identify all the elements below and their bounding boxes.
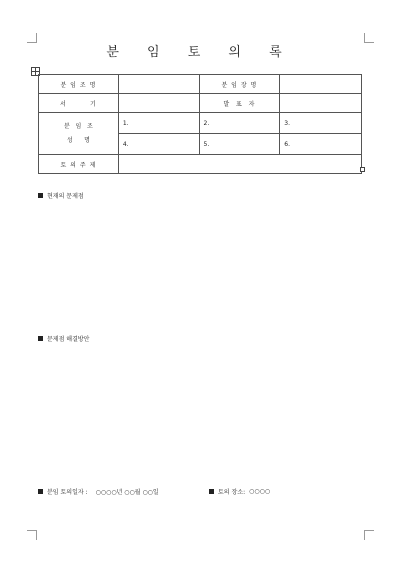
square-bullet-icon bbox=[38, 193, 43, 198]
secretary-cell[interactable] bbox=[118, 94, 199, 113]
members-label bbox=[39, 113, 119, 155]
section-solutions-label: 문제점 해결방안 bbox=[47, 336, 90, 343]
member-slot-6[interactable]: 6. bbox=[280, 134, 362, 155]
section-solutions bbox=[38, 334, 89, 343]
member-slot-2[interactable]: 2. bbox=[199, 113, 280, 134]
members-label-line1: 분 임 조 bbox=[63, 122, 93, 130]
group-name-cell[interactable] bbox=[118, 75, 199, 94]
member-slot-5[interactable]: 5. bbox=[199, 134, 280, 155]
footer-place-value: ○○○○ bbox=[249, 488, 271, 495]
table-row bbox=[39, 113, 362, 134]
square-bullet-icon bbox=[38, 336, 43, 341]
section-current-problems-label: 현재의 문제점 bbox=[47, 193, 84, 200]
member-slot-3[interactable]: 3. bbox=[280, 113, 362, 134]
info-table bbox=[38, 74, 362, 174]
topic-label: 토 의 주 제 bbox=[39, 155, 119, 174]
footer-place bbox=[209, 487, 270, 496]
leader-cell[interactable] bbox=[280, 75, 362, 94]
table-row bbox=[39, 75, 362, 94]
leader-label: 분 임 장 명 bbox=[199, 75, 280, 94]
secretary-label: 서 기 bbox=[39, 94, 119, 113]
crop-mark-bottom-left bbox=[27, 530, 37, 540]
member-slot-4[interactable]: 4. bbox=[118, 134, 199, 155]
table-row bbox=[39, 155, 362, 174]
crop-mark-bottom-right bbox=[364, 530, 374, 540]
table-row bbox=[39, 94, 362, 113]
member-slot-1[interactable]: 1. bbox=[118, 113, 199, 134]
group-name-label: 분 임 조 명 bbox=[39, 75, 119, 94]
footer-date bbox=[38, 487, 159, 496]
document-title: 분 임 토 의 록 bbox=[106, 45, 294, 60]
footer-date-value: ○○○○년 ○○월 ○○일 bbox=[95, 489, 159, 496]
footer-place-label: 토의 장소: bbox=[218, 489, 246, 496]
members-label-line2: 성 명 bbox=[66, 136, 90, 144]
square-bullet-icon bbox=[209, 489, 214, 494]
table-resize-handle[interactable] bbox=[360, 167, 365, 172]
section-current-problems bbox=[38, 191, 84, 200]
presenter-cell[interactable] bbox=[280, 94, 362, 113]
footer-date-label: 분임 토의일자 : bbox=[47, 489, 88, 496]
presenter-label: 발 표 자 bbox=[199, 94, 280, 113]
topic-cell[interactable] bbox=[118, 155, 361, 174]
square-bullet-icon bbox=[38, 489, 43, 494]
